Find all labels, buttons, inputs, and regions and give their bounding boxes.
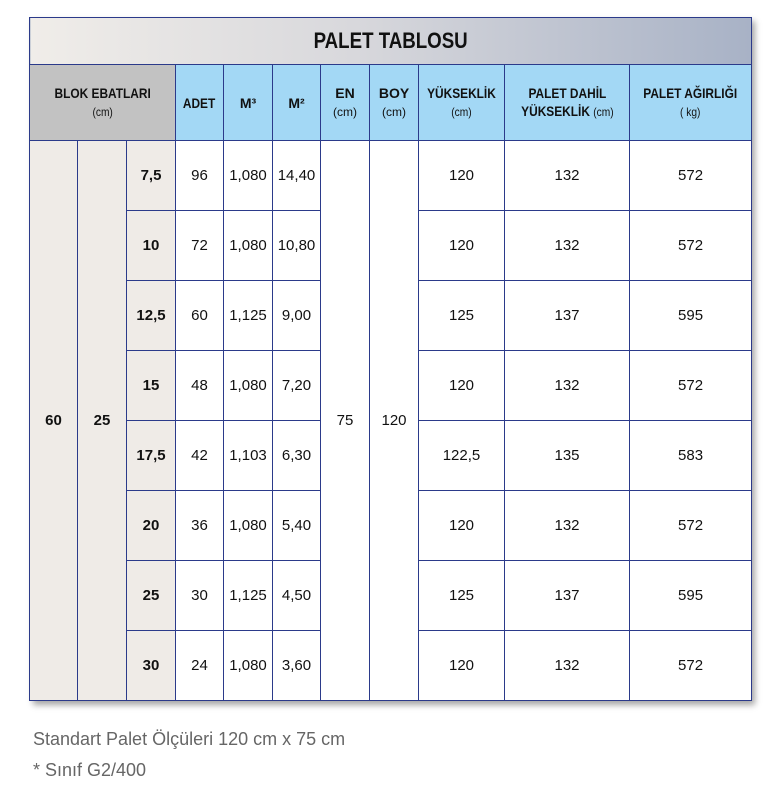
cell-m3: 1,125 [224,281,273,351]
cell-adet: 96 [176,141,224,211]
title-text: PALET TABLOSU [313,28,468,53]
cell-m2: 5,40 [273,491,321,561]
cell-adet: 36 [176,491,224,561]
cell-m2: 3,60 [273,631,321,701]
cell-yukseklik: 125 [419,561,505,631]
cell-adet: 30 [176,561,224,631]
cell-palet-dahil: 132 [505,351,630,421]
cell-m3: 1,103 [224,421,273,491]
header-m3: M³ [224,65,273,141]
blok-width: 60 [30,141,78,701]
cell-palet-dahil: 135 [505,421,630,491]
cell-yukseklik: 120 [419,491,505,561]
blok-thickness: 7,5 [127,141,176,211]
blok-thickness: 17,5 [127,421,176,491]
cell-m2: 14,40 [273,141,321,211]
footnote-standard: Standart Palet Ölçüleri 120 cm x 75 cm [33,729,346,749]
cell-m3: 1,080 [224,491,273,561]
cell-agirlik: 595 [630,281,752,351]
cell-agirlik: 572 [630,211,752,281]
cell-m2: 6,30 [273,421,321,491]
cell-adet: 48 [176,351,224,421]
cell-palet-dahil: 132 [505,491,630,561]
blok-thickness: 12,5 [127,281,176,351]
blok-thickness: 30 [127,631,176,701]
blok-height: 25 [78,141,127,701]
blok-thickness: 20 [127,491,176,561]
cell-agirlik: 572 [630,141,752,211]
cell-agirlik: 572 [630,491,752,561]
header-yukseklik: YÜKSEKLİK (cm) [419,65,505,141]
palet-table [29,17,752,701]
cell-palet-dahil: 137 [505,561,630,631]
cell-agirlik: 595 [630,561,752,631]
header-blok [30,65,176,141]
cell-adet: 72 [176,211,224,281]
header-en: EN (cm) [321,65,370,141]
cell-yukseklik: 120 [419,351,505,421]
cell-m2: 10,80 [273,211,321,281]
blok-thickness: 10 [127,211,176,281]
header-agirlik: PALET AĞIRLIĞI ( kg) [630,65,752,141]
cell-m2: 7,20 [273,351,321,421]
cell-m2: 9,00 [273,281,321,351]
cell-yukseklik: 122,5 [419,421,505,491]
cell-m3: 1,080 [224,211,273,281]
table-title [30,18,752,65]
header-adet: ADET [176,65,224,141]
cell-boy: 120 [370,141,419,701]
cell-m3: 1,080 [224,141,273,211]
cell-agirlik: 572 [630,631,752,701]
header-m2: M² [273,65,321,141]
header-boy: BOY (cm) [370,65,419,141]
cell-agirlik: 583 [630,421,752,491]
cell-palet-dahil: 132 [505,631,630,701]
cell-adet: 60 [176,281,224,351]
cell-adet: 24 [176,631,224,701]
blok-thickness: 15 [127,351,176,421]
cell-m3: 1,080 [224,351,273,421]
cell-yukseklik: 120 [419,211,505,281]
cell-agirlik: 572 [630,351,752,421]
blok-thickness: 25 [127,561,176,631]
cell-palet-dahil: 132 [505,141,630,211]
header-row [30,65,752,141]
footnote-class: * Sınıf G2/400 [33,760,147,780]
header-palet-dahil: PALET DAHİL YÜKSEKLİK (cm) [505,65,630,141]
cell-m3: 1,080 [224,631,273,701]
palet-table-container [29,17,751,701]
cell-en: 75 [321,141,370,701]
table-row [30,141,752,211]
cell-yukseklik: 125 [419,281,505,351]
cell-m2: 4,50 [273,561,321,631]
cell-yukseklik: 120 [419,141,505,211]
cell-adet: 42 [176,421,224,491]
header-blok-label: BLOK EBATLARI [54,85,151,101]
cell-m3: 1,125 [224,561,273,631]
cell-palet-dahil: 132 [505,211,630,281]
cell-yukseklik: 120 [419,631,505,701]
header-blok-unit: (cm) [92,105,113,119]
cell-palet-dahil: 137 [505,281,630,351]
